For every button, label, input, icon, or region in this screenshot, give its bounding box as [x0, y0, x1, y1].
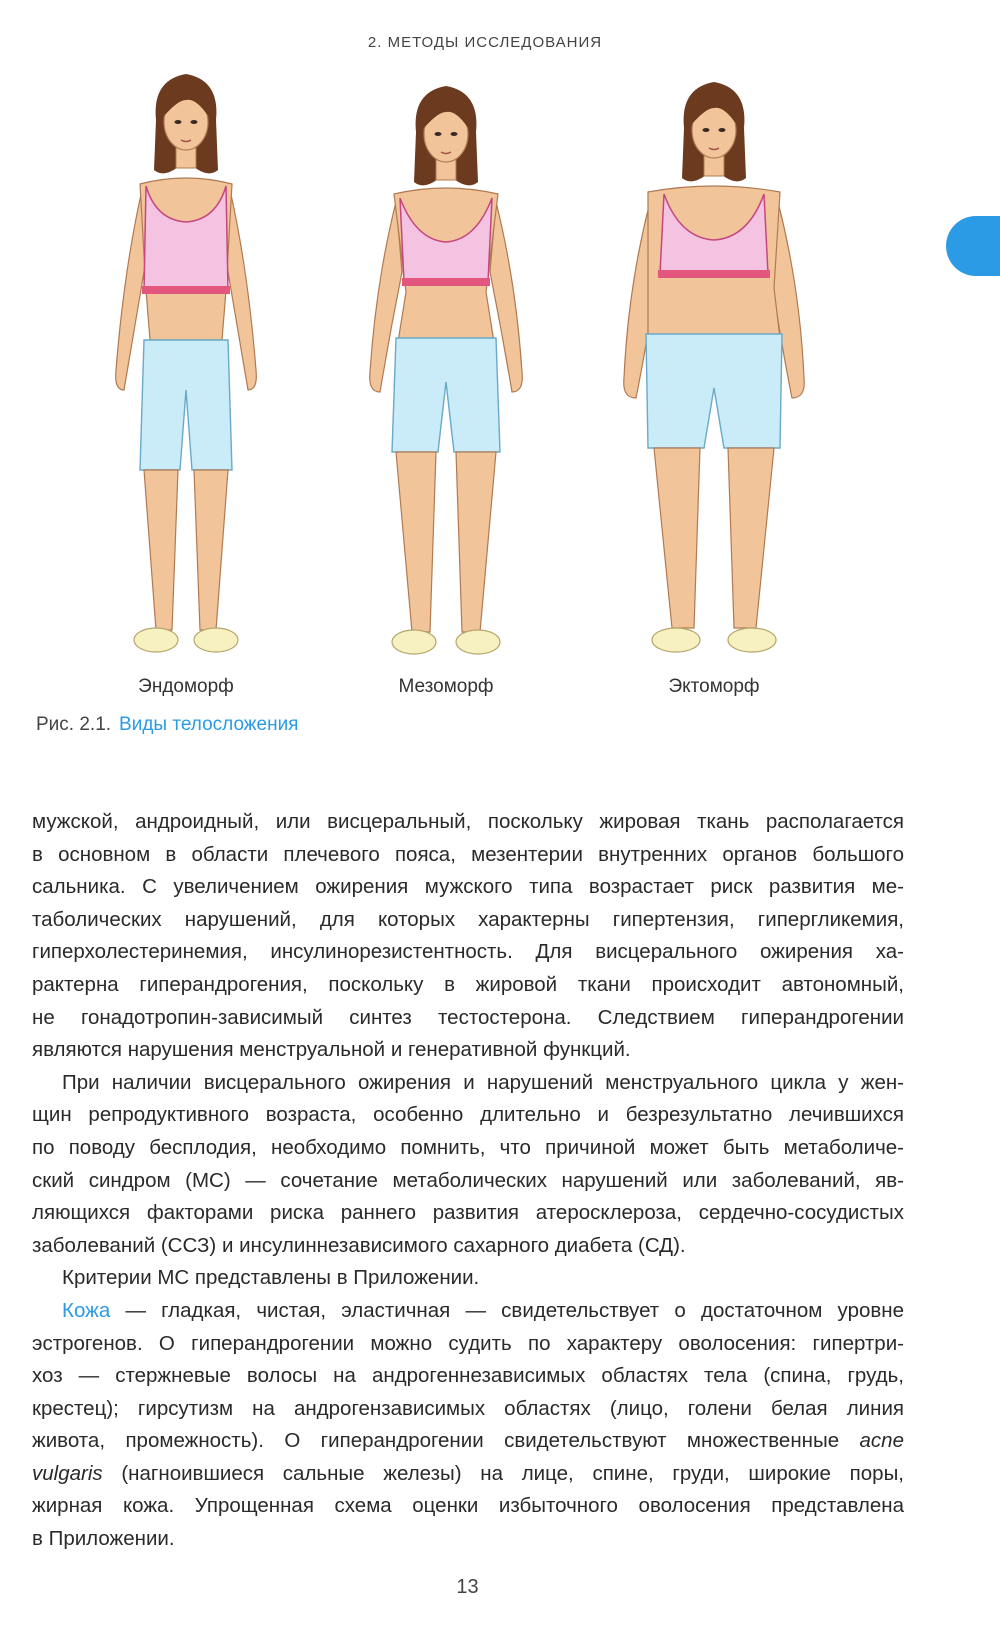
text-line	[32, 1425, 904, 1458]
figure-number: Рис. 2.1.	[36, 714, 112, 735]
text-line: не гонадотропин-зависимый синтез тестостерона. Следствием гиперандрогении	[32, 1005, 904, 1029]
text-line: сальника. С увеличением ожирения мужского типа возрастает риск развития ме-	[32, 875, 904, 899]
body-types-illustration	[0, 70, 1000, 710]
text-line: эстрогенов. О гиперандрогении можно судить по характеру оволосения: гипертри-	[32, 1331, 904, 1355]
page-number: 13	[456, 1576, 479, 1598]
text-line: ский синдром (МС) — сочетание метаболических нарушений или заболеваний, яв-	[32, 1168, 904, 1192]
running-header: 2. МЕТОДЫ ИССЛЕДОВАНИЯ	[367, 34, 603, 51]
skin-line-1: — гладкая, чистая, эластичная — свидетельствует о достаточном уровне	[110, 1298, 904, 1322]
text-line: рактерна гиперандрогения, поскольку в жировой ткани происходит автономный,	[32, 972, 904, 996]
text-line: гиперхолестеринемия, инсулинорезистентность. Для висцерального ожирения ха-	[32, 940, 904, 964]
text-line: таболических нарушений, для которых характерны гипертензия, гипергликемия,	[32, 907, 904, 931]
vulgaris-term: vulgaris	[32, 1461, 103, 1485]
skin-line-5: живота, промежность). О гиперандрогении свидетельствуют множественные	[32, 1429, 860, 1453]
figure-mesomorph	[370, 86, 523, 654]
body-text	[32, 806, 904, 1556]
text-line: жирная кожа. Упрощенная схема оценки избыточного оволосения представлена	[32, 1494, 904, 1518]
text-line: в Приложении.	[32, 1527, 175, 1551]
text-line: Критерии МС представлены в Приложении.	[62, 1266, 480, 1290]
text-line: крестец); гирсутизм на андрогензависимых областях (лицо, голени белая линия	[32, 1396, 904, 1420]
skin-term: Кожа	[62, 1298, 111, 1322]
text-line	[32, 1295, 904, 1328]
text-line	[32, 1458, 904, 1491]
text-line: по поводу бесплодия, необходимо помнить, что причиной может быть метаболиче-	[32, 1135, 904, 1159]
text-line: щин репродуктивного возраста, особенно длительно и безрезультатно лечившихся	[32, 1103, 904, 1127]
text-line: в основном в области плечевого пояса, мезентерии внутренних органов большого	[32, 842, 904, 866]
text-line: мужской, андроидный, или висцеральный, поскольку жировая ткань располагается	[32, 810, 904, 833]
text-line: хоз — стержневые волосы на андрогеннезависимых областях тела (спина, грудь,	[32, 1364, 904, 1388]
text-line: ляющихся факторами риска раннего развития атеросклероза, сердечно-сосудистых	[32, 1201, 904, 1225]
figure-type-ectomorph: Эктоморф	[668, 676, 760, 697]
figure-type-mesomorph: Мезоморф	[398, 676, 494, 697]
text-line: заболеваний (ССЗ) и инсулиннезависимого сахарного диабета (СД).	[32, 1233, 686, 1257]
figure-type-endomorph: Эндоморф	[138, 676, 234, 697]
skin-line-6: (нагноившиеся сальные железы) на лице, спине, груди, широкие поры,	[102, 1461, 904, 1485]
acne-term: acne	[859, 1429, 904, 1453]
figure-title: Виды телосложения	[119, 714, 299, 735]
figure-ectomorph	[624, 82, 805, 652]
figure-endomorph	[116, 74, 257, 652]
figure-caption	[36, 714, 298, 736]
text-line: При наличии висцерального ожирения и нарушений менструального цикла у жен-	[62, 1070, 904, 1094]
text-line: являются нарушения менструальной и генеративной функций.	[32, 1038, 631, 1062]
